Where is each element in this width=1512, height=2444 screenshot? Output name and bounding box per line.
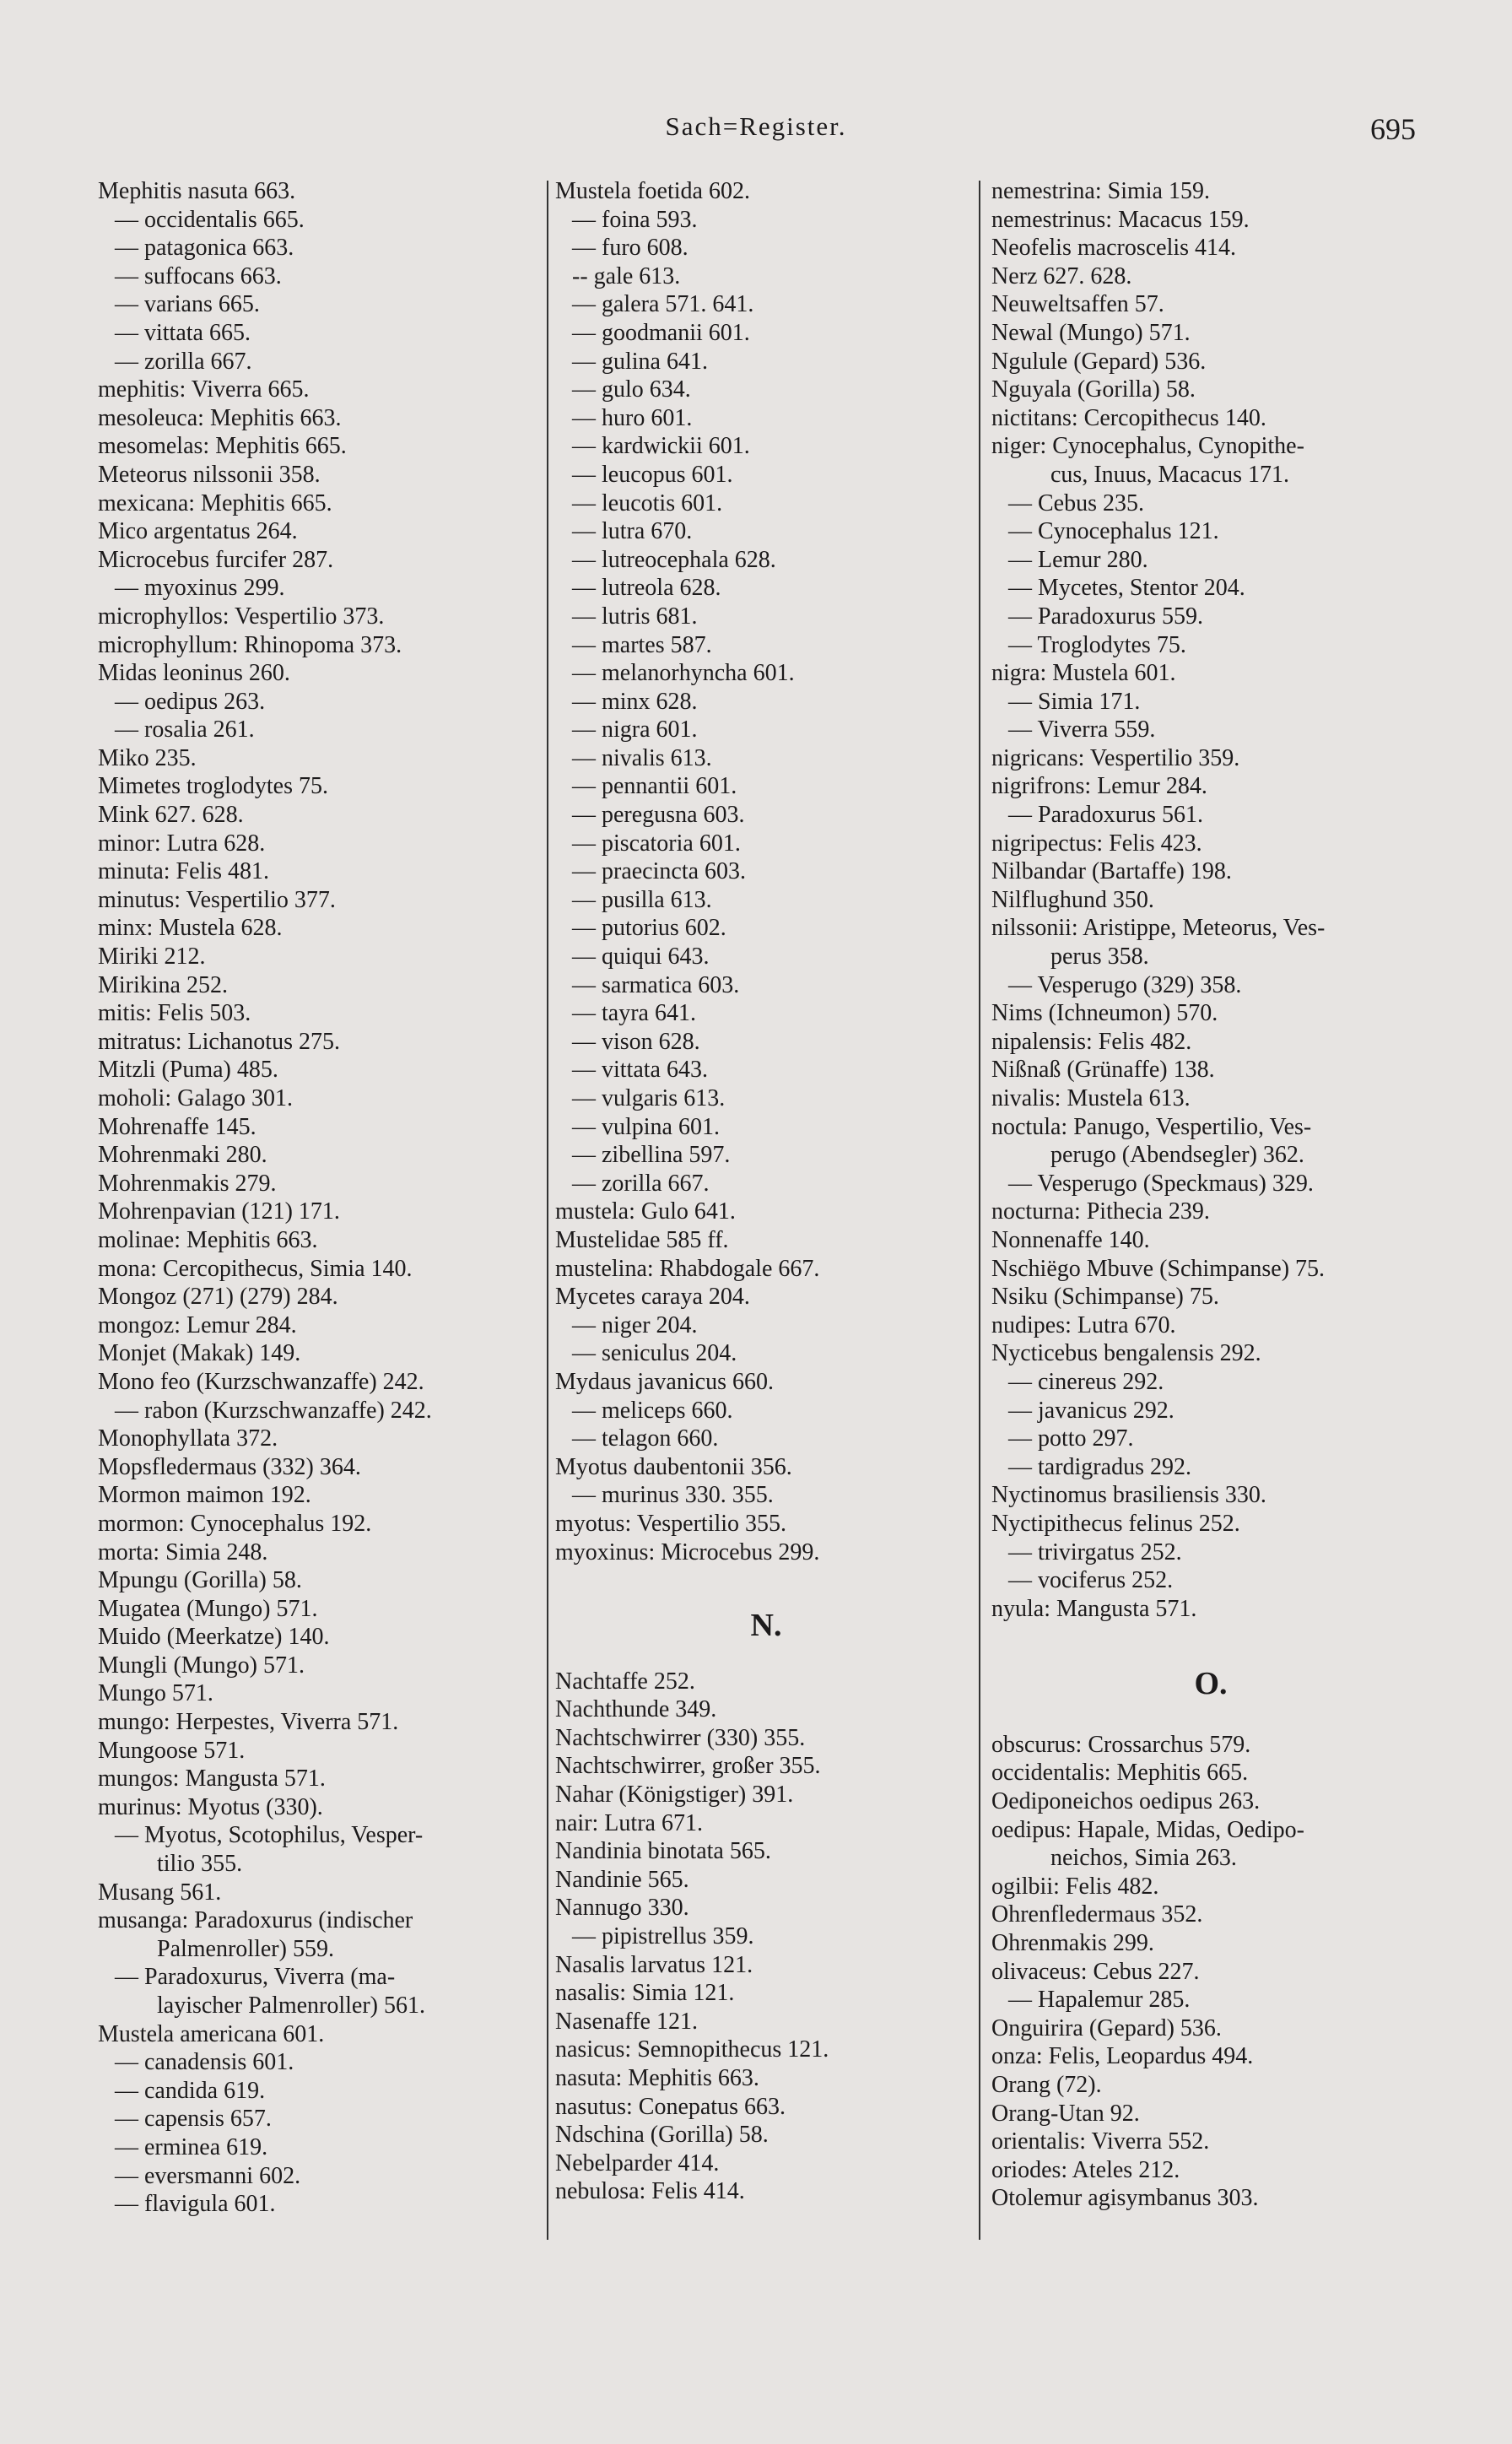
index-entry: Mycetes caraya 204. (555, 1284, 750, 1311)
index-entry: Mono feo (Kurzschwanzaffe) 242. (98, 1368, 424, 1395)
index-entry: Ohrenfledermaus 352. (991, 1901, 1203, 1928)
index-entry: — praecincta 603. (572, 858, 747, 885)
index-entry: Nilflughund 350. (991, 886, 1154, 913)
index-entry: Nschiëgo Mbuve (Schimpanse) 75. (991, 1255, 1326, 1282)
index-entry: obscurus: Crossarchus 579. (991, 1731, 1251, 1758)
index-entry: — potto 297. (1008, 1425, 1134, 1452)
index-entry: — vittata 665. (115, 319, 251, 346)
index-entry: nair: Lutra 671. (555, 1809, 703, 1836)
index-entry: — vulgaris 613. (572, 1085, 726, 1111)
index-entry: — candida 619. (115, 2077, 266, 2104)
index-entry: — lutreocephala 628. (572, 546, 776, 573)
index-entry: onza: Felis, Leopardus 494. (991, 2043, 1254, 2070)
index-entry: — Viverra 559. (1008, 716, 1156, 743)
index-entry: Nguyala (Gorilla) 58. (991, 376, 1196, 403)
index-entry: — melanorhyncha 601. (572, 660, 795, 687)
index-entry: Newal (Mungo) 571. (991, 319, 1191, 346)
index-entry: — leucotis 601. (572, 489, 723, 516)
index-entry: Orang (72). (991, 2072, 1102, 2098)
index-entry: Mirikina 252. (98, 971, 228, 998)
index-entry: Nebelparder 414. (555, 2149, 720, 2176)
index-entry: Ngulule (Gepard) 536. (991, 348, 1207, 375)
index-entry: mitis: Felis 503. (98, 1000, 251, 1027)
index-entry: — Vesperugo (Speckmaus) 329. (1008, 1170, 1314, 1197)
index-entry: Mohrenaffe 145. (98, 1113, 256, 1140)
index-entry: nigrifrons: Lemur 284. (991, 773, 1207, 800)
index-entry: — huro 601. (572, 404, 693, 431)
index-entry: Mungoose 571. (98, 1737, 246, 1764)
index-entry: Mungo 571. (98, 1680, 213, 1707)
index-entry: Neofelis macroscelis 414. (991, 235, 1237, 262)
index-entry: layischer Palmenroller) 561. (157, 1993, 426, 2019)
index-entry: mona: Cercopithecus, Simia 140. (98, 1255, 413, 1282)
index-entry: Nannugo 330. (555, 1895, 689, 1922)
index-entry: Muido (Meerkatze) 140. (98, 1624, 330, 1651)
index-entry: Nonnenaffe 140. (991, 1226, 1150, 1253)
index-entry: — capensis 657. (115, 2106, 272, 2133)
index-entry: Nißnaß (Grünaffe) 138. (991, 1057, 1215, 1084)
index-entry: occidentalis: Mephitis 665. (991, 1760, 1249, 1787)
index-entry: mungo: Herpestes, Viverra 571. (98, 1709, 399, 1736)
index-entry: noctula: Panugo, Vespertilio, Ves- (991, 1113, 1312, 1140)
index-entry: — rosalia 261. (115, 716, 255, 743)
index-entry: — putorius 602. (572, 915, 726, 942)
index-column-3 (991, 177, 1430, 2213)
index-entry: nyula: Mangusta 571. (991, 1595, 1197, 1622)
index-entry: nigra: Mustela 601. (991, 660, 1176, 687)
index-entry: nivalis: Mustela 613. (991, 1085, 1191, 1111)
index-entry: nemestrinus: Macacus 159. (991, 206, 1250, 233)
index-entry: nasutus: Conepatus 663. (555, 2093, 786, 2120)
index-entry: — martes 587. (572, 631, 712, 658)
index-entry: Microcebus furcifer 287. (98, 546, 334, 573)
index-entry: microphyllum: Rhinopoma 373. (98, 631, 402, 658)
index-entry: — cinereus 292. (1008, 1368, 1164, 1395)
index-entry: Nyctinomus brasiliensis 330. (991, 1482, 1266, 1509)
index-entry: — seniculus 204. (572, 1340, 737, 1367)
index-entry: Mugatea (Mungo) 571. (98, 1595, 318, 1622)
index-entry: nigricans: Vespertilio 359. (991, 744, 1240, 771)
index-entry: myotus: Vespertilio 355. (555, 1510, 787, 1537)
index-entry: Nasenaffe 121. (555, 2008, 698, 2035)
index-entry: mustelina: Rhabdogale 667. (555, 1255, 820, 1282)
index-entry: musanga: Paradoxurus (indischer (98, 1907, 413, 1934)
index-entry: perus 358. (1050, 944, 1149, 971)
index-entry: Mustelidae 585 ff. (555, 1226, 729, 1253)
index-entry: nasalis: Simia 121. (555, 1980, 735, 2007)
index-entry: — niger 204. (572, 1311, 698, 1338)
index-entry: nictitans: Cercopithecus 140. (991, 404, 1266, 431)
index-entry: Otolemur agisymbanus 303. (991, 2185, 1259, 2212)
index-entry: neichos, Simia 263. (1050, 1845, 1237, 1872)
index-entry: — lutris 681. (572, 603, 698, 630)
index-entry: — nivalis 613. (572, 744, 712, 771)
index-entry: — occidentalis 665. (115, 206, 305, 233)
index-entry: moholi: Galago 301. (98, 1085, 293, 1111)
index-entry: Nasalis larvatus 121. (555, 1951, 753, 1978)
index-entry: — minx 628. (572, 688, 698, 715)
index-entry: — vulpina 601. (572, 1113, 720, 1140)
index-entry: — gulo 634. (572, 376, 691, 403)
index-entry: — vociferus 252. (1008, 1567, 1174, 1594)
index-entry: — Vesperugo (329) 358. (1008, 971, 1242, 998)
index-column-2 (555, 177, 977, 2206)
index-entry: Mitzli (Puma) 485. (98, 1057, 278, 1084)
index-entry: Mustela foetida 602. (555, 178, 750, 204)
index-entry: — furo 608. (572, 235, 688, 262)
index-entry: Onguirira (Gepard) 536. (991, 2014, 1222, 2041)
index-entry: — canadensis 601. (115, 2049, 294, 2076)
index-entry: minuta: Felis 481. (98, 858, 269, 885)
index-entry: olivaceus: Cebus 227. (991, 1958, 1200, 1985)
index-entry: — eversmanni 602. (115, 2162, 301, 2189)
index-entry: Nahar (Königstiger) 391. (555, 1782, 794, 1809)
entry-list (555, 177, 977, 1566)
index-entry: — patagonica 663. (115, 235, 294, 262)
index-entry: — galera 571. 641. (572, 291, 754, 318)
index-entry: Myotus daubentonii 356. (555, 1453, 792, 1480)
index-entry: Miriki 212. (98, 944, 206, 971)
index-entry: mephitis: Viverra 665. (98, 376, 310, 403)
index-entry: mitratus: Lichanotus 275. (98, 1028, 340, 1055)
index-entry: — tayra 641. (572, 1000, 696, 1027)
section-letter-o: O. (1194, 1666, 1228, 1702)
index-entry: Nachtschwirrer (330) 355. (555, 1724, 806, 1751)
index-entry: Mephitis nasuta 663. (98, 178, 296, 204)
index-entry: Mopsfledermaus (332) 364. (98, 1453, 361, 1480)
index-entry: — lutreola 628. (572, 575, 721, 602)
index-entry: — Paradoxurus 559. (1008, 603, 1203, 630)
index-entry: — murinus 330. 355. (572, 1482, 774, 1509)
index-entry: — trivirgatus 252. (1008, 1538, 1182, 1565)
index-entry: Mungli (Mungo) 571. (98, 1652, 305, 1679)
index-entry: niger: Cynocephalus, Cynopithe- (991, 433, 1304, 460)
page-number: 695 (1370, 112, 1416, 146)
index-entry: — meliceps 660. (572, 1397, 733, 1424)
index-entry: — flavigula 601. (115, 2191, 276, 2218)
index-entry: Nycticebus bengalensis 292. (991, 1340, 1261, 1367)
index-entry: — pipistrellus 359. (572, 1923, 754, 1950)
index-entry: — zibellina 597. (572, 1142, 731, 1169)
index-entry: — Paradoxurus, Viverra (ma- (115, 1964, 396, 1991)
index-entry: — erminea 619. (115, 2133, 268, 2160)
index-entry: murinus: Myotus (330). (98, 1793, 323, 1820)
index-entry: Miko 235. (98, 744, 197, 771)
index-entry: — zorilla 667. (572, 1170, 710, 1197)
index-entry: mongoz: Lemur 284. (98, 1311, 297, 1338)
index-entry: Mpungu (Gorilla) 58. (98, 1567, 302, 1594)
index-entry: Neuweltsaffen 57. (991, 291, 1164, 318)
index-entry: — telagon 660. (572, 1425, 719, 1452)
index-entry: Monjet (Makak) 149. (98, 1340, 301, 1367)
index-entry: nebulosa: Felis 414. (555, 2178, 745, 2205)
index-entry: oriodes: Ateles 212. (991, 2156, 1180, 2183)
index-entry: — nigra 601. (572, 716, 698, 743)
index-entry: — peregusna 603. (572, 802, 745, 829)
index-entry: nasicus: Semnopithecus 121. (555, 2036, 829, 2063)
index-entry: — javanicus 292. (1008, 1397, 1174, 1424)
index-entry: mungos: Mangusta 571. (98, 1765, 326, 1792)
index-entry: — vittata 643. (572, 1057, 708, 1084)
index-entry: Mimetes troglodytes 75. (98, 773, 328, 800)
column-divider (979, 181, 980, 2240)
index-entry: Nyctipithecus felinus 252. (991, 1510, 1240, 1537)
index-entry: Meteorus nilssonii 358. (98, 461, 321, 488)
index-entry: Mormon maimon 192. (98, 1482, 311, 1509)
index-entry: microphyllos: Vespertilio 373. (98, 603, 385, 630)
column-divider (547, 181, 548, 2240)
index-entry: Nerz 627. 628. (991, 262, 1132, 289)
index-entry: Mohrenpavian (121) 171. (98, 1198, 340, 1225)
entry-list (555, 1668, 977, 2206)
index-entry: — Cynocephalus 121. (1008, 518, 1219, 545)
index-entry: nemestrina: Simia 159. (991, 178, 1210, 204)
index-entry: — pusilla 613. (572, 886, 712, 913)
index-entry: Nilbandar (Bartaffe) 198. (991, 858, 1232, 885)
index-entry: — sarmatica 603. (572, 971, 740, 998)
index-entry: — Cebus 235. (1008, 489, 1144, 516)
index-entry: orientalis: Viverra 552. (991, 2128, 1210, 2155)
index-entry: — myoxinus 299. (115, 575, 285, 602)
index-entry: — gulina 641. (572, 348, 708, 375)
index-entry: — foina 593. (572, 206, 698, 233)
index-entry: — leucopus 601. (572, 461, 733, 488)
index-entry: nilssonii: Aristippe, Meteorus, Ves- (991, 915, 1326, 942)
index-entry: nasuta: Mephitis 663. (555, 2065, 759, 2091)
index-entry: Nims (Ichneumon) 570. (991, 1000, 1218, 1027)
index-entry: Mongoz (271) (279) 284. (98, 1284, 338, 1311)
index-entry: myoxinus: Microcebus 299. (555, 1538, 820, 1565)
index-entry: mormon: Cynocephalus 192. (98, 1510, 372, 1537)
index-entry: Mico argentatus 264. (98, 518, 298, 545)
index-entry: — tardigradus 292. (1008, 1453, 1191, 1480)
index-entry: Nsiku (Schimpanse) 75. (991, 1284, 1219, 1311)
index-entry: — piscatoria 601. (572, 830, 741, 857)
index-entry: — rabon (Kurzschwanzaffe) 242. (115, 1397, 432, 1424)
index-entry: — goodmanii 601. (572, 319, 750, 346)
index-entry: — vison 628. (572, 1028, 700, 1055)
index-entry: ogilbii: Felis 482. (991, 1873, 1159, 1900)
index-entry: molinae: Mephitis 663. (98, 1226, 318, 1253)
index-entry: Nandinie 565. (555, 1866, 689, 1893)
index-entry: — pennantii 601. (572, 773, 737, 800)
index-entry: oedipus: Hapale, Midas, Oedipo- (991, 1816, 1304, 1843)
index-entry: mesomelas: Mephitis 665. (98, 433, 347, 460)
index-entry: — Lemur 280. (1008, 546, 1148, 573)
index-entry: — suffocans 663. (115, 262, 282, 289)
index-entry: minor: Lutra 628. (98, 830, 266, 857)
index-column-1 (98, 177, 545, 2219)
index-entry: — kardwickii 601. (572, 433, 750, 460)
index-entry: Mohrenmakis 279. (98, 1170, 277, 1197)
running-title: Sach=Register. (665, 111, 847, 141)
index-entry: nigripectus: Felis 423. (991, 830, 1202, 857)
index-entry: Nachtschwirrer, großer 355. (555, 1753, 821, 1780)
index-entry: — quiqui 643. (572, 944, 710, 971)
index-entry: tilio 355. (157, 1851, 243, 1878)
index-entry: minx: Mustela 628. (98, 915, 283, 942)
index-entry: Mink 627. 628. (98, 802, 244, 829)
index-entry: morta: Simia 248. (98, 1538, 268, 1565)
index-entry: — Paradoxurus 561. (1008, 802, 1203, 829)
index-entry: — lutra 670. (572, 518, 693, 545)
index-entry: perugo (Abendsegler) 362. (1050, 1142, 1304, 1169)
index-entry: Mohrenmaki 280. (98, 1142, 267, 1169)
index-entry: Ndschina (Gorilla) 58. (555, 2122, 769, 2149)
index-entry: — Hapalemur 285. (1008, 1987, 1191, 2014)
index-entry: cus, Inuus, Macacus 171. (1050, 461, 1290, 488)
index-entry: Ohrenmakis 299. (991, 1930, 1154, 1957)
section-letter-n: N. (750, 1608, 782, 1644)
entry-list (991, 1731, 1430, 2213)
index-entry: Palmenroller) 559. (157, 1935, 334, 1962)
index-entry: -- gale 613. (572, 262, 681, 289)
index-entry: Musang 561. (98, 1879, 222, 1906)
index-entry: — zorilla 667. (115, 348, 252, 375)
index-entry: nudipes: Lutra 670. (991, 1311, 1176, 1338)
index-entry: — Troglodytes 75. (1008, 631, 1186, 658)
index-entry: mesoleuca: Mephitis 663. (98, 404, 342, 431)
index-entry: nipalensis: Felis 482. (991, 1028, 1192, 1055)
index-entry: Orang-Utan 92. (991, 2100, 1140, 2127)
entry-list (98, 177, 545, 2219)
index-entry: mexicana: Mephitis 665. (98, 489, 332, 516)
index-entry: — Mycetes, Stentor 204. (1008, 575, 1245, 602)
index-entry: Mustela americana 601. (98, 2020, 325, 2047)
index-entry: — Simia 171. (1008, 688, 1141, 715)
index-entry: — oedipus 263. (115, 688, 266, 715)
index-entry: — varians 665. (115, 291, 260, 318)
index-entry: mustela: Gulo 641. (555, 1198, 736, 1225)
index-entry: Midas leoninus 260. (98, 660, 290, 687)
index-entry: Nachtaffe 252. (555, 1668, 695, 1695)
index-entry: Oediponeichos oedipus 263. (991, 1788, 1261, 1815)
index-entry: — Myotus, Scotophilus, Vesper- (115, 1822, 424, 1849)
index-entry: Nachthunde 349. (555, 1696, 717, 1723)
index-entry: Monophyllata 372. (98, 1425, 278, 1452)
entry-list (991, 177, 1430, 1623)
index-entry: Nandinia binotata 565. (555, 1838, 771, 1865)
index-entry: Mydaus javanicus 660. (555, 1368, 774, 1395)
index-entry: nocturna: Pithecia 239. (991, 1198, 1210, 1225)
index-entry: minutus: Vespertilio 377. (98, 886, 336, 913)
